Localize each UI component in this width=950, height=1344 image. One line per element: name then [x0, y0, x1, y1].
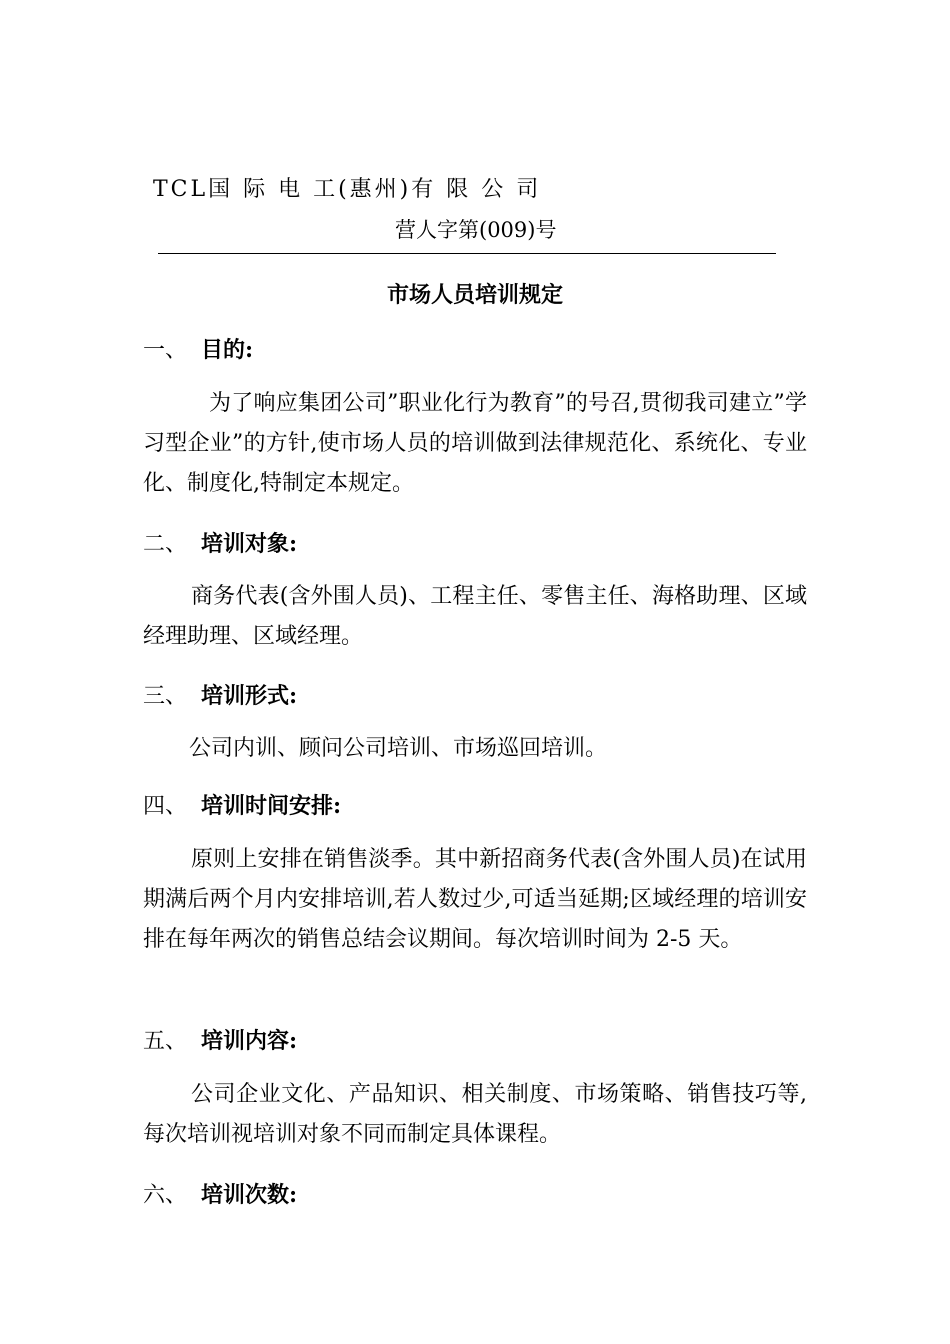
section-number: 二、	[143, 532, 188, 557]
section-label: 培训次数:	[201, 1182, 298, 1208]
section-heading-1	[143, 333, 253, 364]
section-label: 培训形式:	[201, 683, 298, 709]
document-title: 市场人员培训规定	[386, 282, 563, 308]
section-number: 六、	[143, 1183, 188, 1208]
section-heading-4	[143, 789, 341, 820]
section-heading-6	[143, 1178, 297, 1209]
section-label: 培训对象:	[201, 531, 298, 557]
section-label: 培训时间安排:	[201, 793, 342, 819]
section-heading-2	[143, 527, 297, 558]
section-body-1: 为了响应集团公司”职业化行为教育”的号召,贯彻我司建立”学习型企业”的方针,使市场人员的培训做到法律规范化、系统化、专业化、制度化,特制定本规定。	[143, 391, 807, 496]
section-heading-5	[143, 1024, 297, 1055]
section-number: 五、	[143, 1029, 188, 1054]
section-number: 四、	[143, 794, 188, 819]
section-number: 三、	[143, 684, 188, 709]
company-name: TCL国 际 电 工(惠州)有 限 公 司	[153, 177, 542, 202]
document-number: 营人字第(009)号	[395, 218, 557, 242]
section-label: 培训内容:	[201, 1028, 298, 1054]
section-number: 一、	[143, 338, 188, 363]
section-heading-3	[143, 679, 297, 710]
section-body-3: 公司内训、顾问公司培训、市场巡回培训。	[189, 736, 608, 761]
section-label: 目的:	[201, 337, 254, 363]
section-body-2: 商务代表(含外围人员)、工程主任、零售主任、海格助理、区域经理助理、区域经理。	[143, 584, 807, 649]
section-body-5: 公司企业文化、产品知识、相关制度、市场策略、销售技巧等,每次培训视培训对象不同而制定具体课程。	[143, 1082, 807, 1147]
header-divider	[158, 253, 776, 254]
section-body-4: 原则上安排在销售淡季。其中新招商务代表(含外围人员)在试用期满后两个月内安排培训,若人数过少,可适当延期;区域经理的培训安排在每年两次的销售总结会议期间。每次培训时间为 2-5 天。	[143, 847, 807, 952]
